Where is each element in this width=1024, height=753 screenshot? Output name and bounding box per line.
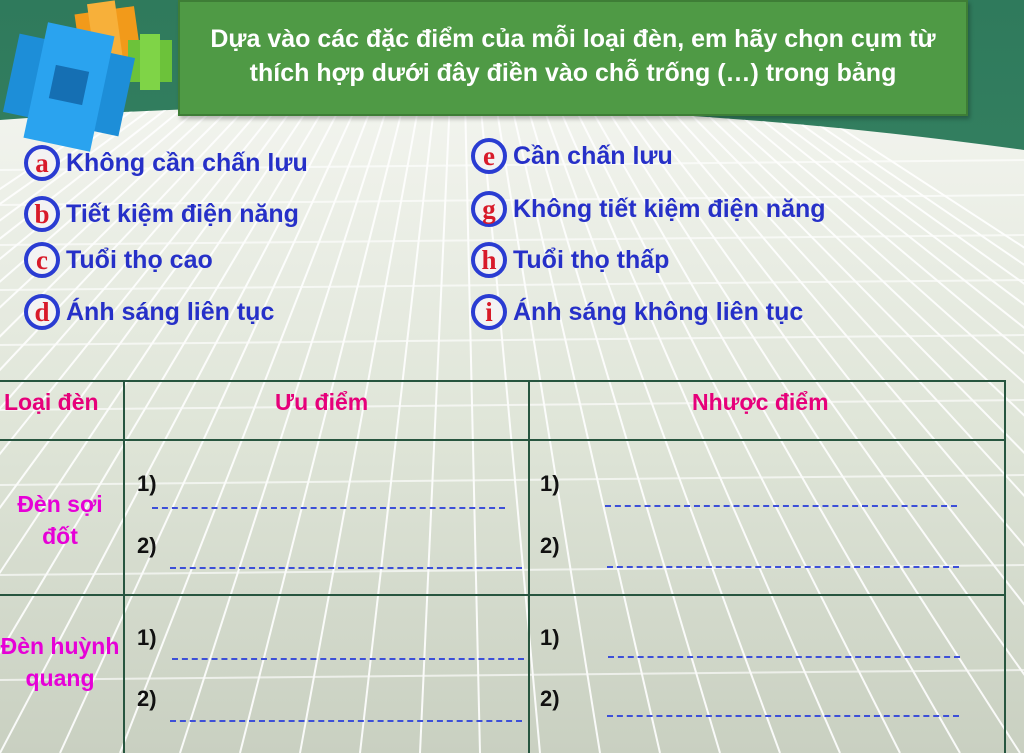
option-badge: i: [471, 294, 507, 330]
option-c: [24, 242, 213, 278]
header-lamp-type: Loại đèn: [4, 389, 99, 415]
option-label: Ánh sáng không liên tục: [513, 297, 804, 326]
blank-number: 2): [540, 686, 560, 711]
header-advantages: Ưu điểm: [275, 389, 369, 415]
option-g: [471, 191, 826, 227]
answer-blank[interactable]: [172, 658, 524, 660]
blank-number: 1): [137, 471, 157, 496]
answer-blank[interactable]: [170, 720, 522, 722]
answer-blank[interactable]: [607, 566, 959, 568]
title-box: [178, 0, 968, 116]
option-d: [24, 294, 274, 330]
option-label: Tiết kiệm điện năng: [66, 199, 299, 228]
blank-number: 1): [137, 625, 157, 650]
blank-number: 2): [137, 533, 157, 558]
option-label: Tuổi thọ cao: [66, 245, 213, 274]
answer-blank[interactable]: [605, 505, 957, 507]
header-disadvantages: Nhược điểm: [692, 389, 829, 415]
option-i: [471, 294, 803, 330]
answer-blank[interactable]: [170, 567, 522, 569]
answer-blank[interactable]: [608, 656, 960, 658]
option-badge: d: [24, 294, 60, 330]
option-label: Không cần chấn lưu: [66, 148, 308, 177]
option-label: Tuổi thọ thấp: [513, 245, 670, 274]
option-badge: b: [24, 196, 60, 232]
answer-blank[interactable]: [152, 507, 505, 509]
option-badge: g: [471, 191, 507, 227]
blank-number: 1): [540, 625, 560, 650]
option-label: Ánh sáng liên tục: [66, 297, 275, 326]
blank-number: 2): [540, 533, 560, 558]
answer-blank[interactable]: [607, 715, 959, 717]
lamp-name-fluorescent: Đèn huỳnh quang: [0, 633, 120, 691]
option-a: [24, 145, 308, 181]
option-label: Không tiết kiệm điện năng: [513, 194, 826, 223]
slide-title: Dựa vào các đặc điểm của mỗi loại đèn, em hãy chọn cụm từ thích hợp dưới đây điền vào chỗ trống (…) trong bảng: [210, 25, 936, 87]
option-badge: a: [24, 145, 60, 181]
blank-number: 1): [540, 471, 560, 496]
option-e: [471, 138, 673, 174]
lamp-name-incandescent: Đèn sợi đốt: [17, 491, 103, 549]
option-badge: c: [24, 242, 60, 278]
option-label: Cần chấn lưu: [513, 141, 673, 170]
option-badge: e: [471, 138, 507, 174]
option-badge: h: [471, 242, 507, 278]
blank-number: 2): [137, 686, 157, 711]
option-h: [471, 242, 669, 278]
option-b: [24, 196, 299, 232]
